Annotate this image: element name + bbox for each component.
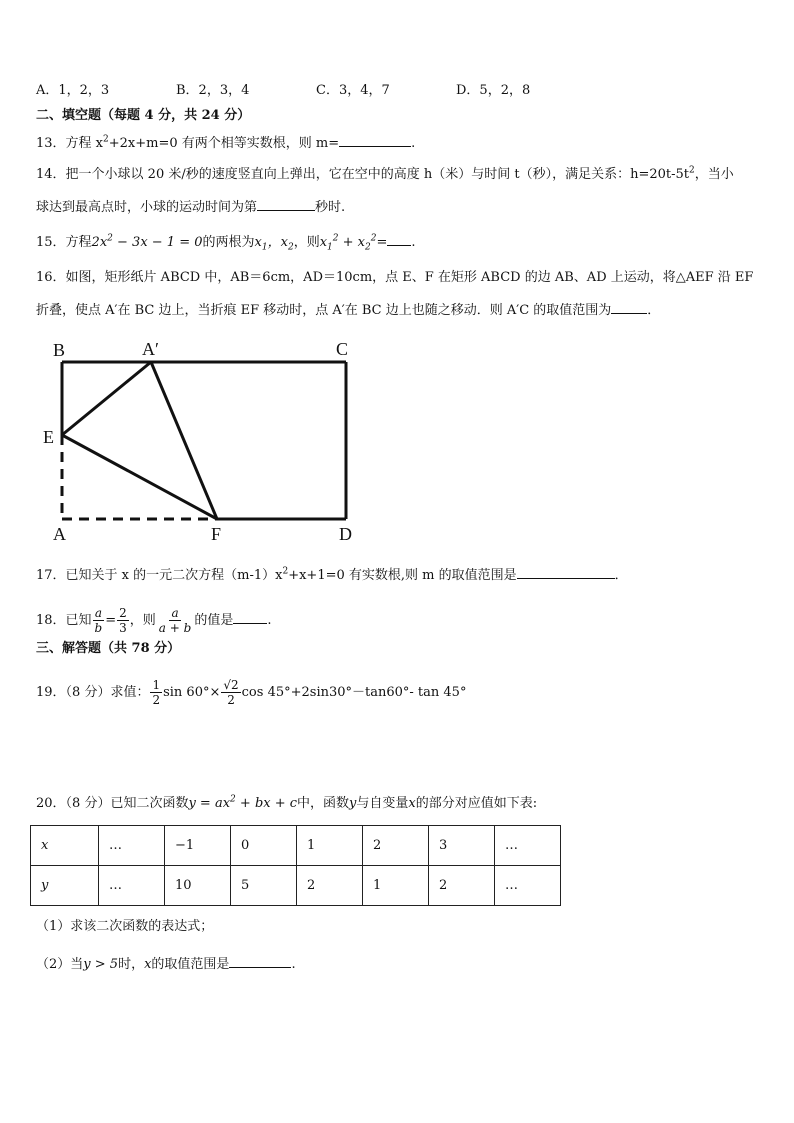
fraction-2-over-3: $\frac{2}{3}$ [119,606,127,635]
table-cell: 0 [231,826,297,866]
q19-text-tail: cos 45°+2sin30°－tan60°- tan 45° [241,685,467,700]
option-b: B．2，3，4 [176,83,250,98]
equation: $2x^2 - 3x - 1 = 0$ [91,233,203,250]
segment-a-prime-f [151,362,217,519]
q15-text-pre: 15．方程 [36,235,92,250]
q15-text-post: ，则 [293,235,320,250]
q20-part2-text-post: 的取值范围是 [151,957,230,972]
section-fill-blank-title: 二、填空题（每题 4 分，共 24 分） [36,108,251,123]
label-d: D [339,524,352,544]
table-cell: … [99,826,165,866]
table-cell: 1 [363,866,429,906]
question-17: 17．已知关于 x 的一元二次方程$(m-1)x^2+x+1=0$ 有实数根,则 m 的取值范围是 ． [36,566,628,583]
label-a-prime: A′ [142,339,159,359]
q14-text-3: 球达到最高点时，小球的运动时间为第 [36,200,258,215]
roots: $x_1$，$x_2$ [254,235,294,253]
q18-text-end: . [267,613,272,628]
answer-blank[interactable] [257,198,315,211]
question-20-part-1: （1）求该二次函数的表达式； [36,919,214,934]
q16-text-end: ． [647,303,661,318]
question-19: 19．（8 分）求值： $\frac{1}{2}$ sin 60°× $\frac{√2}{2}$ cos 45°+2sin30°－tan60°- tan 45° [36,678,467,707]
table-cell: 3 [429,826,495,866]
var-x: x [408,796,416,811]
q13-text-mid: +2x+m=0 有两个相等实数根，则 m= [108,136,340,151]
option-c: C．3，4，7 [316,83,390,98]
question-20 [36,795,537,813]
q18-text-pre: 18．已知 [36,613,92,628]
answer-blank[interactable] [517,566,615,579]
q15-text-end: . [411,235,416,250]
q19-text-pre: 19．（8 分）求值： [36,685,150,700]
q20-part2-text-pre: （2）当 [36,957,84,972]
var-y: y [349,796,357,811]
table-cell: x [31,826,99,866]
segment-e-f-crease [62,435,217,519]
q16-text-pre: 折叠，使点 A′在 BC 边上，当折痕 EF 移动时，点 A′在 BC 边上也随之移动．则 A′C 的取值范围为 [36,303,612,318]
q17-text-pre: 17．已知关于 x 的一元二次方程（m-1）x [36,568,283,583]
q13-text-pre: 13．方程 x [36,136,104,151]
label-a: A [53,524,66,544]
expression: $x_1^2 + x_2^2$ [319,233,377,253]
label-b: B [53,340,66,360]
q13-text-end: . [411,136,416,151]
q14-text-4: 秒时. [315,200,346,215]
q17-text-mid: +x+1=0 有实数根,则 m 的取值范围是 [288,568,517,583]
q18-text-post: 的值是 [194,613,234,628]
q14-text-1: 14．把一个小球以 20 米/秒的速度竖直向上弹出，它在空中的高度 h（米）与时间 t（秒），满足关系：h=20t-5t [36,167,690,182]
fraction-sqrt2-over-2: $\frac{√2}{2}$ [223,678,239,707]
q20-text-mid2: 与自变量 [356,796,409,811]
table-row [31,826,561,866]
option-a: A．1，2，3 [36,83,110,98]
question-16-line-1: 16．如图，矩形纸片 ABCD 中，AB＝6cm，AD＝10cm，点 E、F 在矩形 ABCD 的边 AB、AD 上运动，将△AEF 沿 EF [36,270,754,285]
answer-blank[interactable] [229,955,291,968]
question-16-line-2 [36,301,660,320]
q14-text-2: ，当小 [694,167,734,182]
q15-text-mid: 的两根为 [202,235,255,250]
table-cell: 5 [231,866,297,906]
table-cell: 2 [363,826,429,866]
q20-part2-text-end: . [291,957,296,972]
fraction-a-over-a-plus-b: $\frac{a}{a + b}$ [158,606,192,635]
table-cell: … [99,866,165,906]
answer-blank[interactable] [611,301,647,314]
table-row [31,866,561,906]
table-cell: 2 [297,866,363,906]
option-d: D．5，2，8 [456,83,531,98]
q20-part2-text-mid: 时， [118,957,145,972]
question-14-line-1: 14．把一个小球以 20 米/秒的速度竖直向上弹出，它在空中的高度 h（米）与时间 t（秒），满足关系：$h=20t-5t^2$，当小 [36,165,734,182]
value-table [30,825,561,906]
section-solutions-title: 三、解答题（共 78 分） [36,641,181,656]
fraction-a-over-b: $\frac{a}{b}$ [94,606,103,635]
label-c: C [336,339,349,359]
condition-y-gt-5: y > 5 [83,957,119,972]
q20-text-mid: 中，函数 [297,796,350,811]
q20-text-pre: 20．（8 分）已知二次函数 [36,796,189,811]
q18-text-mid: ，则 [129,613,156,628]
label-e: E [43,427,54,447]
q20-text-post: 的部分对应值如下表: [415,796,538,811]
table-cell: 10 [165,866,231,906]
q17-text-end: ． [614,568,628,583]
segment-e-a-prime [62,362,151,435]
quadratic-function: $y = ax^2$ + bx + c [188,794,298,811]
table-cell: y [31,866,99,906]
answer-blank[interactable] [339,134,411,147]
fraction-1-over-2: $\frac{1}{2}$ [152,678,161,707]
table-cell: 2 [429,866,495,906]
question-14-line-2 [36,198,345,217]
q12-options [36,82,530,100]
table-cell: −1 [165,826,231,866]
question-20-part-2 [36,955,296,974]
answer-blank[interactable] [387,233,411,246]
var-x: x [144,957,152,972]
question-15: 15．方程$2x^2 - 3x - 1 = 0$的两根为$x_1$，$x_2$，则$x_1^2 + x_2^2=$ . [36,233,416,253]
table-cell: … [495,826,561,866]
answer-blank[interactable] [233,611,267,624]
table-cell: 1 [297,826,363,866]
table-cell: … [495,866,561,906]
question-13: 13．方程 $x^2+2x+m=0$ 有两个相等实数根，则 m= . [36,134,416,151]
label-f: F [211,524,222,544]
question-18: 18．已知 $\frac{a}{b}$ = $\frac{2}{3}$ ，则 $\frac{a}{a + b}$ 的值是 . [36,606,272,635]
